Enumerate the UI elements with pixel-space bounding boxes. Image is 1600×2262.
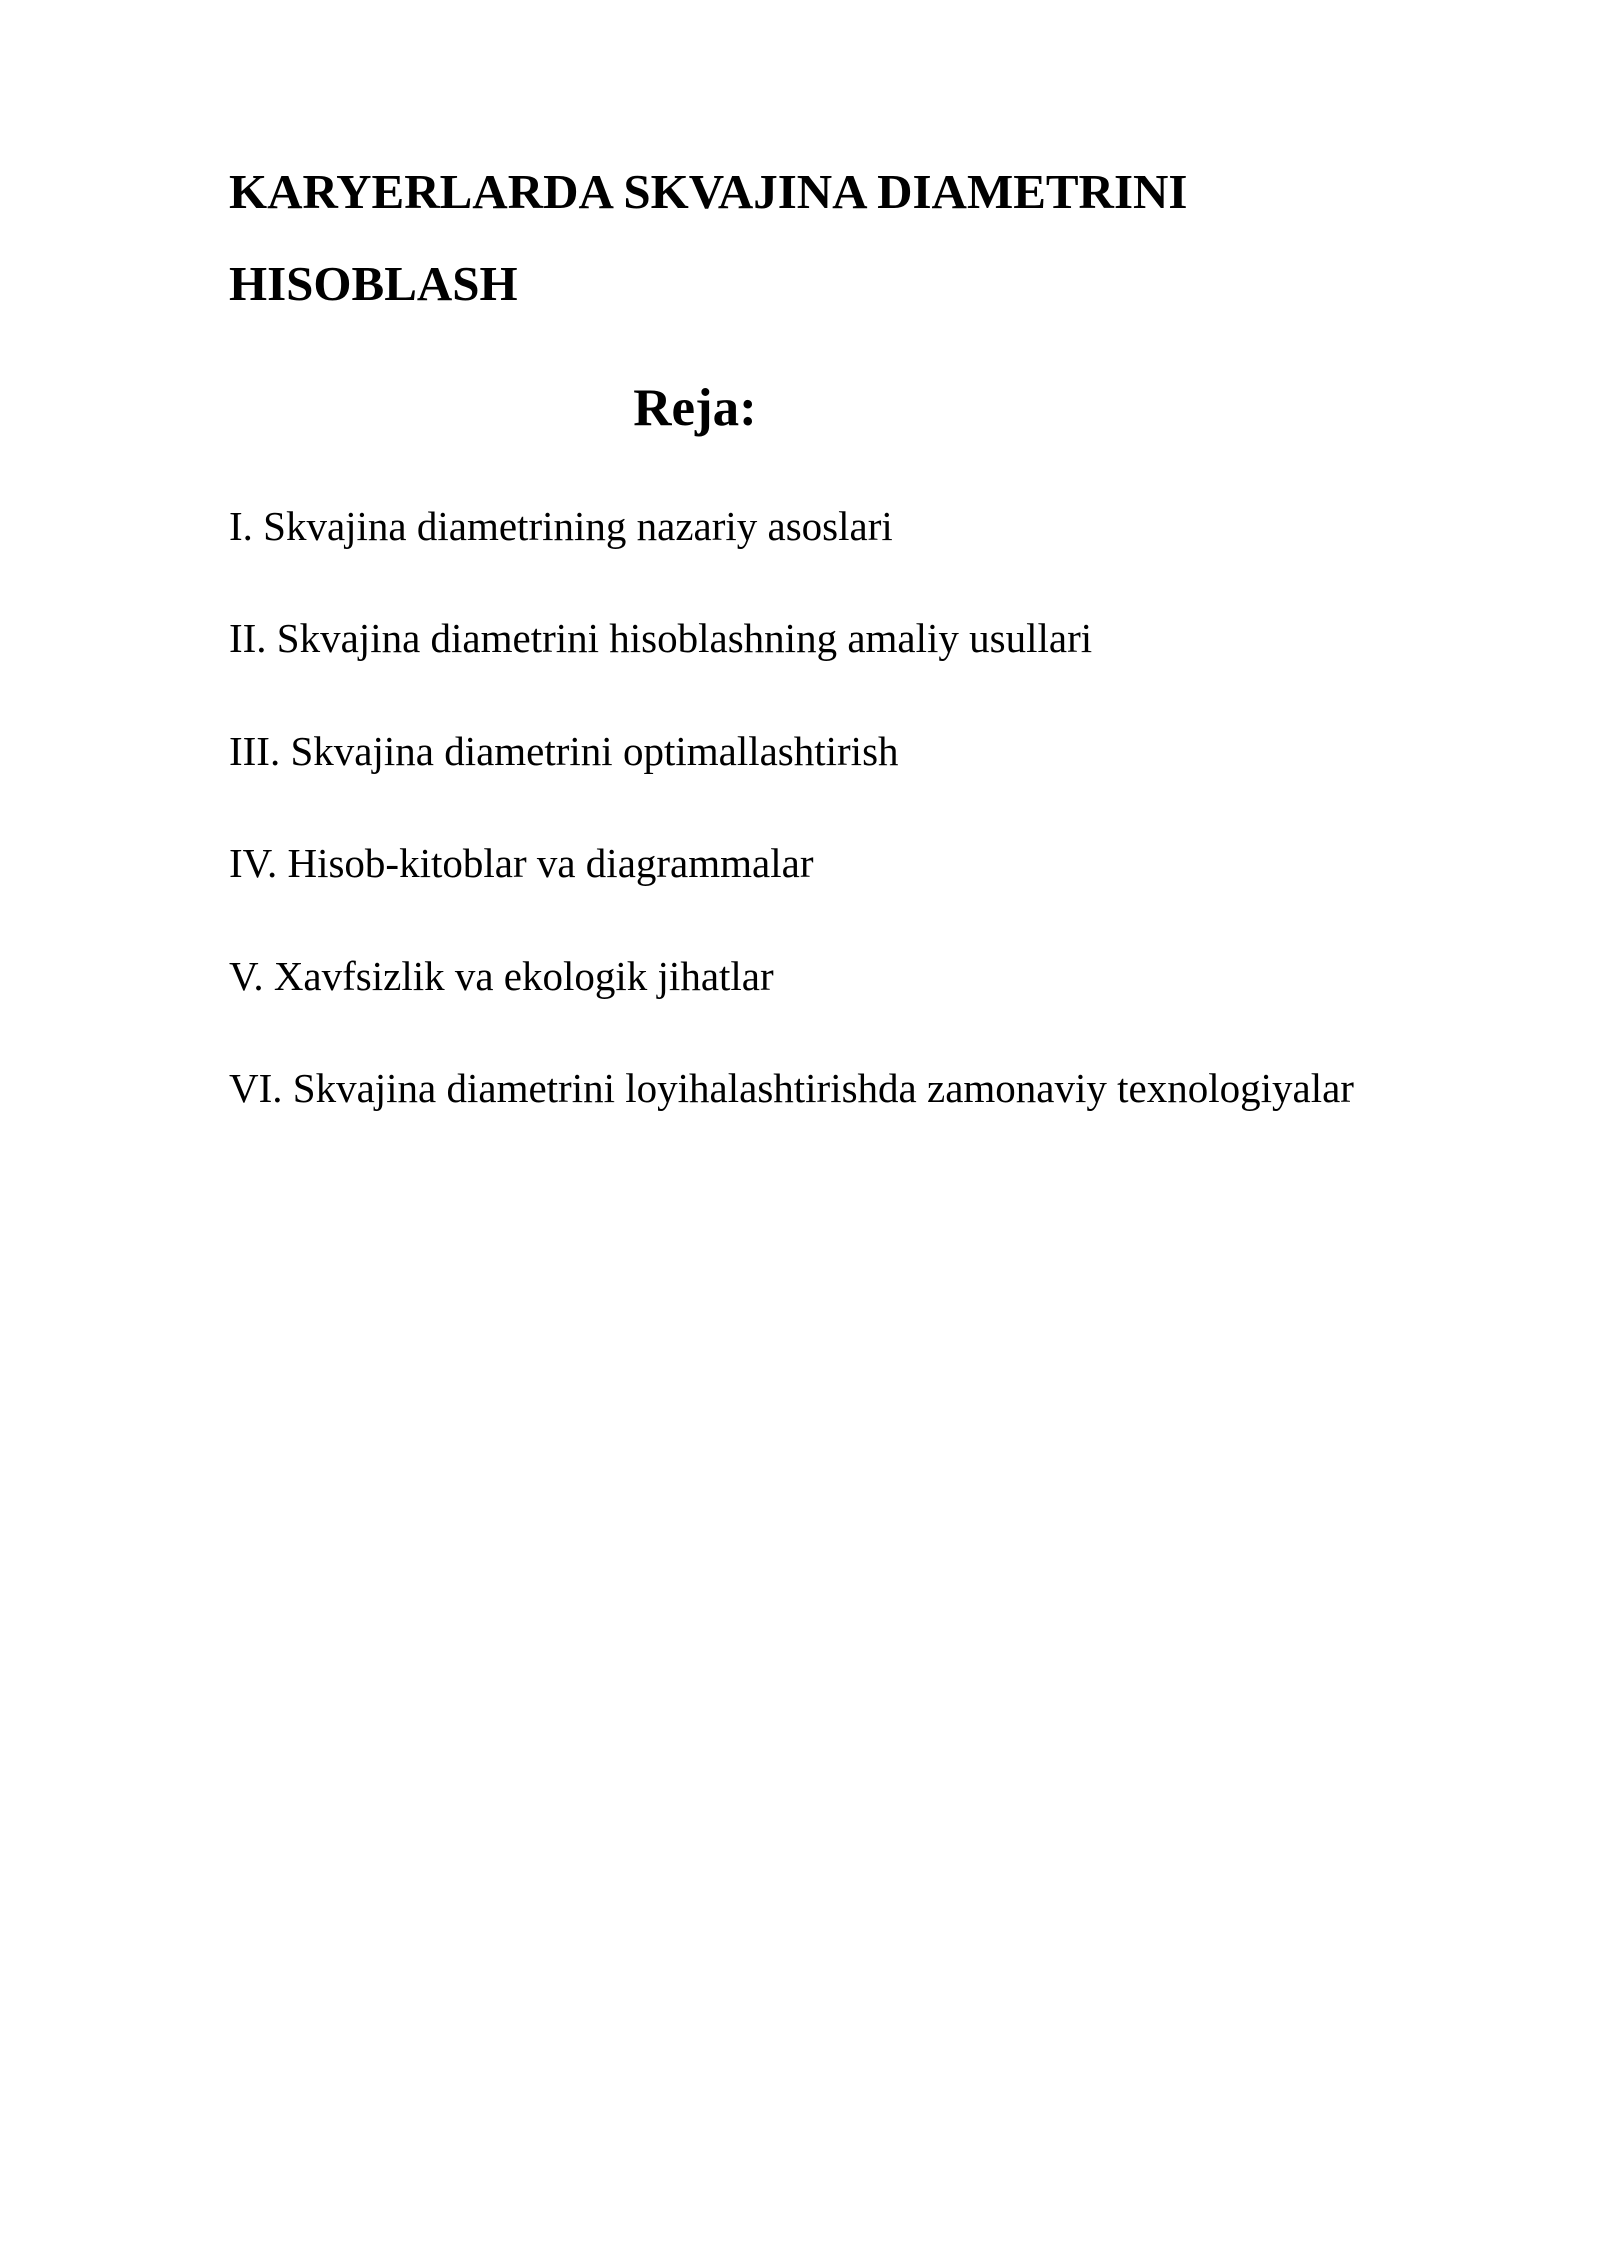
plan-item: I. Skvajina diametrining nazariy asoslari xyxy=(229,503,893,549)
plan-item: III. Skvajina diametrini optimallashtirish xyxy=(229,727,899,774)
plan-item: V. Xavfsizlik va ekologik jihatlar xyxy=(229,952,774,999)
document-title: KARYERLARDA SKVAJINA DIAMETRINI HISOBLASH xyxy=(229,164,1188,311)
plan-heading: Reja: xyxy=(633,379,757,437)
plan-item: IV. Hisob-kitoblar va diagrammalar xyxy=(229,840,814,887)
plan-list xyxy=(229,498,1479,1172)
plan-item: II. Skvajina diametrini hisoblashning amaliy usullari xyxy=(229,615,1093,662)
plan-item: VI. Skvajina diametrini loyihalashtirishda zamonaviy texnologiyalar xyxy=(229,1064,1354,1111)
